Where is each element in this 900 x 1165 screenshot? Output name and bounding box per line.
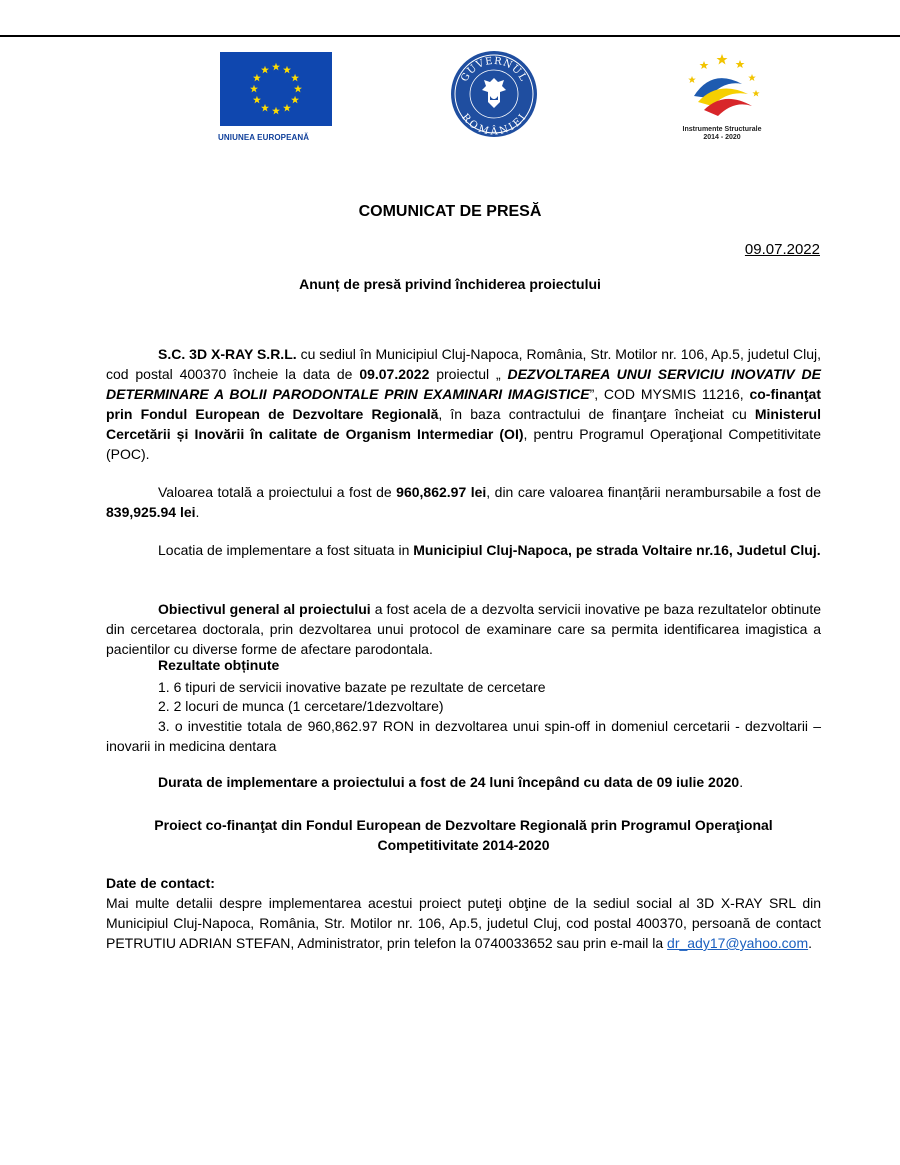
eu-star-icon bbox=[261, 66, 269, 74]
intro-text-5: , pentru Programul Operaţional Competitivitate (POC). bbox=[106, 426, 821, 462]
eu-star-icon bbox=[283, 66, 291, 74]
eu-star-icon bbox=[272, 107, 280, 115]
cofinancing-line1: Proiect co-finanţat din Fondul European de Dezvoltare Regională prin Programul Operaţional bbox=[154, 817, 773, 833]
government-logo bbox=[450, 50, 538, 138]
release-date: 09.07.2022 bbox=[744, 241, 820, 258]
value-text-2: , din care valoarea finanțării nerambursabile a fost de bbox=[486, 484, 821, 500]
objective-label: Obiectivul general al proiectului bbox=[158, 601, 371, 617]
location-place: Municipiul Cluj-Napoca, pe strada Voltaire nr.16, Judetul Cluj. bbox=[413, 542, 821, 558]
contact-title: Date de contact: bbox=[106, 875, 215, 891]
duration-end: . bbox=[739, 774, 744, 790]
results-item: 1. 6 tipuri de servicii inovative bazate pe rezultate de cercetare bbox=[158, 679, 546, 695]
intro-text-3: ”, COD MYSMIS 11216, bbox=[589, 386, 750, 402]
eu-star-icon bbox=[253, 74, 261, 82]
duration-text: Durata de implementare a proiectului a fost de 24 luni începând cu data de 09 iulie 2020 bbox=[158, 774, 740, 790]
value-paragraph bbox=[106, 482, 821, 522]
ministry-name: Ministerul Cercetării și Inovării în calitate de Organism Intermediar (OI) bbox=[106, 406, 821, 442]
top-rule bbox=[0, 35, 900, 37]
eu-flag-icon bbox=[220, 52, 332, 126]
eu-star-icon bbox=[250, 85, 258, 93]
subtitle: Anunț de presă privind închiderea proiectului bbox=[299, 276, 601, 292]
project-title: DEZVOLTAREA UNUI SERVICIU INOVATIV DE DETERMINARE A BOLII PARODONTALE PRIN EXAMINARI IMAGISTICE bbox=[106, 366, 821, 402]
location-paragraph bbox=[106, 540, 821, 560]
eu-star-icon bbox=[294, 85, 302, 93]
duration-statement bbox=[158, 774, 743, 790]
value-text-1: Valoarea totală a proiectului a fost de bbox=[158, 484, 397, 500]
contact-paragraph bbox=[106, 893, 821, 953]
intro-text-1: cu sediul în Municipiul Cluj-Napoca, România, Str. Motilor nr. 106, Ap.5, judetul Cluj, cod postal 400370 încheie la data de bbox=[106, 346, 822, 382]
eu-star-icon bbox=[261, 104, 269, 112]
intro-date: 09.07.2022 bbox=[359, 366, 430, 382]
email-link[interactable]: dr_ady17@yahoo.com bbox=[667, 935, 809, 951]
cofinancing-statement bbox=[106, 815, 821, 855]
location-text: Locatia de implementare a fost situata in bbox=[158, 542, 414, 558]
gov-arc-top: GUVERNUL bbox=[459, 55, 529, 84]
results-item: 3. o investitie totala de 960,862.97 RON in dezvoltarea unui spin-off in domeniul cercetarii - dezvoltarii – inovarii in medicina dentara bbox=[106, 718, 821, 754]
is-caption-line1: Instrumente Structurale bbox=[682, 126, 762, 133]
structural-instruments-icon bbox=[672, 50, 772, 126]
results-item: 2. 2 locuri de munca (1 cercetare/1dezvoltare) bbox=[158, 698, 444, 714]
page-title: COMUNICAT DE PRESĂ bbox=[358, 203, 542, 220]
total-value: 960,862.97 lei bbox=[396, 484, 487, 500]
contact-end: . bbox=[808, 935, 812, 951]
is-caption-line2: 2014 - 2020 bbox=[703, 134, 741, 141]
intro-text-2: proiectul „ bbox=[429, 366, 508, 382]
intro-text-4: , în baza contractului de finanţare încheiat cu bbox=[438, 406, 755, 422]
contact-text: Mai multe detalii despre implementarea acestui proiect puteţi obţine de la sediul social al 3D X-RAY SRL din Municipiul Cluj-Napoca, România, Str. Motilor nr. 106, Ap.5, judetul Cluj, cod postal 400370, persoană de contact PETRUTIU ADRIAN STEFAN, Administrator, prin telefon la 0740033652 sau prin e-mail la bbox=[106, 895, 821, 951]
objective-text: a fost acela de a dezvolta servicii inovative pe baza rezultatelor obtinute din cercetarea doctorala, prin dezvoltarea unui protocol de examinare care sa permita identificarea imagistica a pacientilor cu diverse forme de afectare parodontala. bbox=[106, 601, 821, 657]
intro-paragraph bbox=[106, 344, 821, 464]
eu-star-icon bbox=[253, 96, 261, 104]
gov-arc-bottom: ROMÂNIEI bbox=[459, 111, 529, 138]
results-title: Rezultate obținute bbox=[158, 657, 280, 673]
eu-logo bbox=[218, 52, 334, 142]
structural-instruments-caption bbox=[672, 126, 772, 142]
eu-star-icon bbox=[291, 74, 299, 82]
value-text-3: . bbox=[195, 504, 200, 520]
eu-star-icon bbox=[283, 104, 291, 112]
objective-paragraph bbox=[106, 599, 821, 659]
structural-instruments-logo bbox=[672, 50, 772, 150]
eu-caption: UNIUNEA EUROPEANĂ bbox=[218, 133, 310, 142]
cofinancing-text: co-finanţat prin Fondul European de Dezvoltare Regională bbox=[106, 386, 822, 422]
eu-star-icon bbox=[291, 96, 299, 104]
cofinancing-line2: Competitivitate 2014-2020 bbox=[377, 837, 550, 853]
non-reimbursable-value: 839,925.94 lei bbox=[106, 504, 196, 520]
company-name: S.C. 3D X-RAY S.R.L. bbox=[158, 346, 297, 362]
eu-star-icon bbox=[272, 63, 280, 71]
